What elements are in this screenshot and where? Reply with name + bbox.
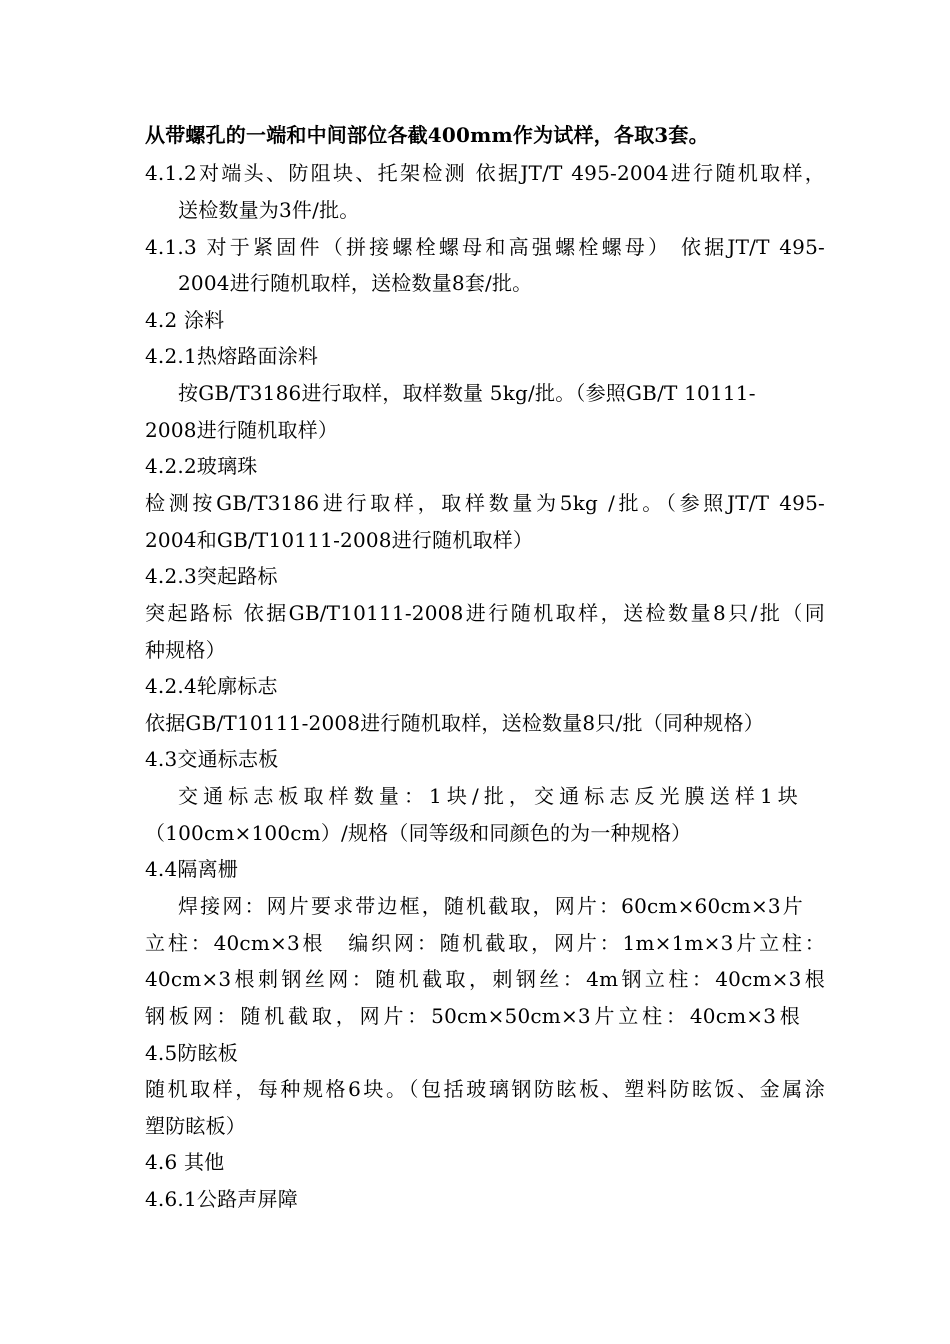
paragraph-line: 检测按GB/T3186进行取样，取样数量为5kg /批。（参照JT/T 495- [145, 491, 825, 515]
paragraph-line: 钢板网：随机截取，网片：50cm×50cm×3片立柱：40cm×3根 [145, 1004, 800, 1028]
section-heading-4-4: 4.4隔离栅 [145, 857, 239, 881]
section-heading-4-6-1: 4.6.1公路声屏障 [145, 1187, 298, 1211]
paragraph-line: 依据GB/T10111-2008进行随机取样，送检数量8只/批（同种规格） [145, 711, 764, 735]
section-heading-4-6: 4.6 其他 [145, 1150, 225, 1174]
paragraph-line: 2008进行随机取样） [145, 418, 339, 442]
paragraph-line: 种规格） [145, 638, 226, 662]
paragraph-line: 随机取样，每种规格6块。（包括玻璃钢防眩板、塑料防眩饭、金属涂 [145, 1077, 825, 1101]
section-heading-4-2-3: 4.2.3突起路标 [145, 564, 278, 588]
section-heading-4-2-1: 4.2.1热熔路面涂料 [145, 344, 319, 368]
section-heading-4-5: 4.5防眩板 [145, 1041, 239, 1065]
paragraph-line: 突起路标 依据GB/T10111-2008进行随机取样，送检数量8只/批（同 [145, 601, 825, 625]
paragraph-line: 从带螺孔的一端和中间部位各截400mm作为试样，各取3套。 [145, 123, 709, 147]
section-heading-4-2: 4.2 涂料 [145, 308, 225, 332]
section-heading-4-2-4: 4.2.4轮廓标志 [145, 674, 278, 698]
paragraph-line: 立柱：40cm×3根 编织网：随机截取，网片：1m×1m×3片立柱： [145, 931, 825, 955]
paragraph-line: 塑防眩板） [145, 1114, 246, 1138]
section-heading-4-3: 4.3交通标志板 [145, 747, 279, 771]
section-heading-4-2-2: 4.2.2玻璃珠 [145, 454, 258, 478]
paragraph-line: 按GB/T3186进行取样，取样数量 5kg/批。（参照GB/T 10111- [178, 381, 756, 405]
section-heading-4-1-3: 4.1.3 对于紧固件（拼接螺栓螺母和高强螺栓螺母） 依据JT/T 495- [145, 235, 825, 259]
paragraph-line: 2004和GB/T10111-2008进行随机取样） [145, 528, 534, 552]
paragraph-line: （100cm×100cm）/规格（同等级和同颜色的为一种规格） [145, 821, 692, 845]
section-heading-4-1-2: 4.1.2对端头、防阻块、托架检测 依据JT/T 495-2004进行随机取样， [145, 161, 825, 185]
paragraph-line: 交通标志板取样数量：1块/批，交通标志反光膜送样1块 [178, 784, 798, 808]
paragraph-line: 2004进行随机取样，送检数量8套/批。 [178, 271, 533, 295]
paragraph-line: 40cm×3根刺钢丝网：随机截取，刺钢丝：4m钢立柱：40cm×3根 [145, 967, 825, 991]
paragraph-line: 焊接网：网片要求带边框，随机截取，网片：60cm×60cm×3片 [178, 894, 803, 918]
paragraph-line: 送检数量为3件/批。 [178, 198, 360, 222]
